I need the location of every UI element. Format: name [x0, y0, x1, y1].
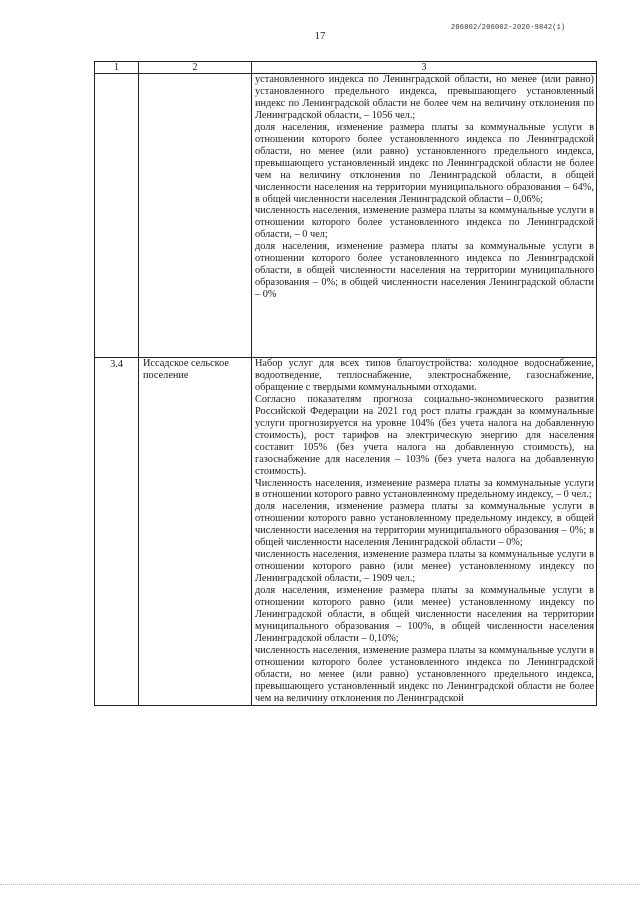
paragraph: доля населения, изменение размера платы за коммунальные услуги в отношении которого более установленного индекса по Ленинградской области, но менее (или равно) установленного предельного индекса, превышающего установленный индекс по Ленинградской области не более чем на величину отклонения по Ленинградской области, в общей численности населения на территории муниципального образования – 64%, в общей численности населения Ленинградской области – 0,06%; [255, 121, 594, 205]
column-header-1: 1 [95, 62, 139, 74]
row-description [252, 74, 597, 358]
paragraph: Согласно показателям прогноза социально-экономического развития Российской Федерации на 2021 год рост платы граждан за коммунальные услуги прогнозируется на уровне 104% (без учета налога на добавленную стоимость), рост тарифов на электрическую энергию для населения составит 105% (без учета налога на добавленную стоимость), на газоснабжение для населения – 103% (без учета налога на добавленную стоимость). [255, 393, 594, 477]
page-number: 17 [314, 30, 326, 42]
paragraph: доля населения, изменение размера платы за коммунальные услуги в отношении которого более установленного индекса по Ленинградской области, в общей численности населения на территории муниципального образования – 0%; в общей численности населения Ленинградской области – 0% [255, 241, 594, 301]
paragraph: численность населения, изменение размера платы за коммунальные услуги в отношении которого равно (или менее) установленному индексу по Ленинградской области, – 1909 чел.; [255, 549, 594, 585]
table-row [95, 358, 597, 706]
row-number: 3.4 [95, 358, 139, 706]
document-id: 206002/206002-2020-9842(1) [451, 24, 566, 32]
row-description [252, 358, 597, 706]
scan-edge-divider [0, 884, 640, 888]
paragraph: доля населения, изменение размера платы за коммунальные услуги в отношении которого равно установленному предельному индексу, в общей численности населения на территории муниципального образования – 0%; в общей численности населения Ленинградской области – 0%; [255, 501, 594, 549]
paragraph: Численность населения, изменение размера платы за коммунальные услуги в отношении которого равно установленному предельному индексу, – 0 чел.; [255, 477, 594, 501]
row-number [95, 74, 139, 358]
paragraph: численность населения, изменение размера платы за коммунальные услуги в отношении которого более установленного индекса по Ленинградской области, но менее (или равно) установленного предельного индекса, превышающего установленный индекс по Ленинградской области не более чем на величину отклонения по Ленинградской [255, 644, 594, 704]
paragraph: установленного индекса по Ленинградской области, но менее (или равно) установленного предельного индекса, превышающего установленный индекс по Ленинградской области не более чем на величину отклонения по Ленинградской области, – 1056 чел.; [255, 74, 594, 121]
municipality-name [139, 74, 252, 358]
table-header-row [95, 62, 597, 74]
table-row [95, 74, 597, 358]
data-table [94, 61, 597, 706]
paragraph: численность населения, изменение размера платы за коммунальные услуги в отношении которого более установленного индекса по Ленинградской области, – 0 чел; [255, 205, 594, 241]
paragraph: доля населения, изменение размера платы за коммунальные услуги в отношении которого равно (или менее) установленному индексу по Ленинградской области, в общей численности населения на территории муниципального образования – 100%, в общей численности населения Ленинградской области – 0,10%; [255, 585, 594, 644]
column-header-3: 3 [252, 62, 597, 74]
column-header-2: 2 [139, 62, 252, 74]
paragraph: Набор услуг для всех типов благоустройства: холодное водоснабжение, водоотведение, теплоснабжение, электроснабжение, газоснабжение, обращение с твердыми коммунальными отходами. [255, 358, 594, 393]
municipality-name: Иссадское сельское поселение [139, 358, 252, 706]
